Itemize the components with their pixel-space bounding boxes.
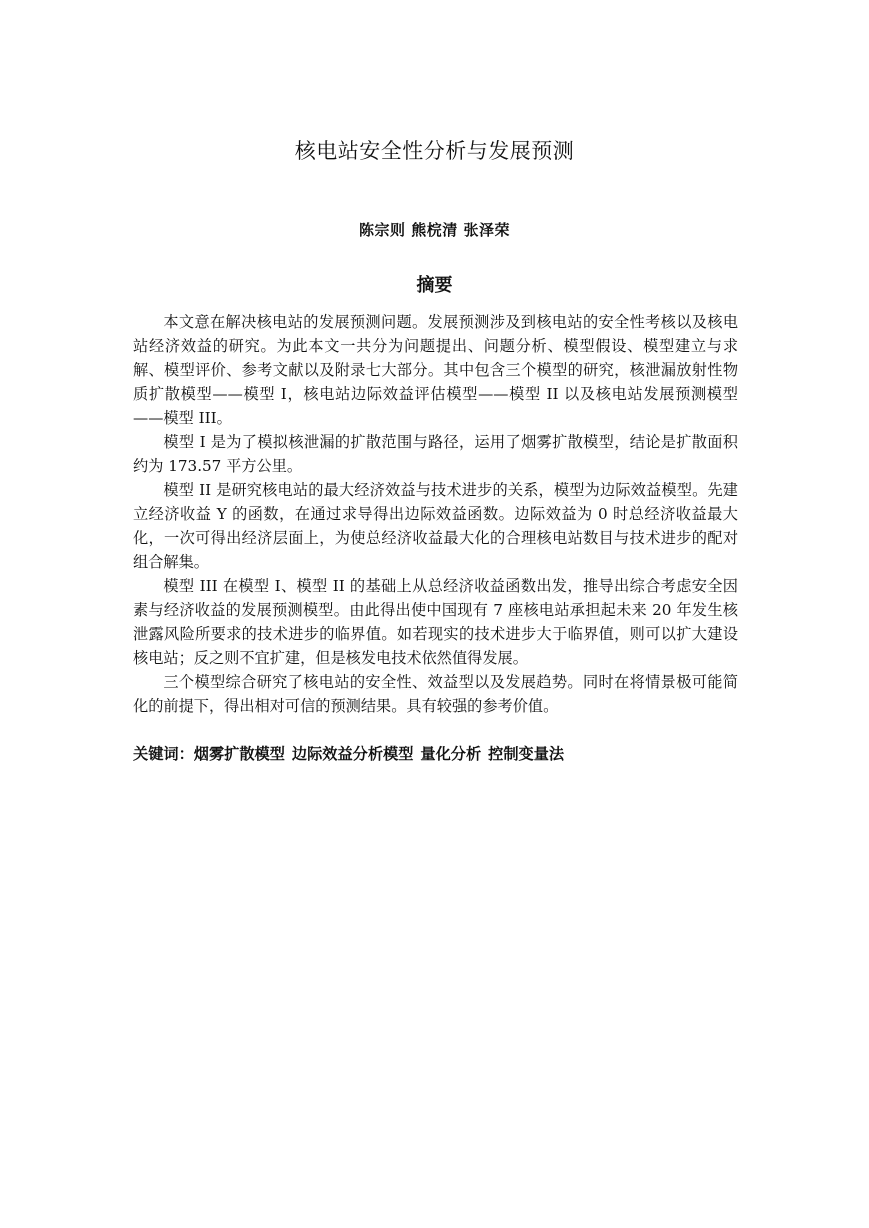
abstract-paragraph: 模型 II 是研究核电站的最大经济效益与技术进步的关系，模型为边际效益模型。先建立经济收益 Y 的函数，在通过求导得出边际效益函数。边际效益为 0 时总经济收益最大化，一次可得出经济层面上，为使总经济收益最大化的合理核电站数目与技术进步的配对组合解集。	[133, 481, 738, 571]
keywords-line	[133, 742, 738, 766]
abstract-heading: 摘要	[416, 275, 453, 296]
keyword: 边际效益分析模型	[291, 745, 414, 763]
author-list: 陈宗则 熊梡清 张泽荣	[359, 221, 510, 239]
keywords-label: 关键词：	[133, 745, 194, 763]
keyword: 烟雾扩散模型	[193, 745, 285, 763]
keyword: 量化分析	[420, 745, 482, 763]
abstract-body	[133, 310, 738, 718]
abstract-paragraph: 三个模型综合研究了核电站的安全性、效益型以及发展趋势。同时在将情景极可能简化的前提下，得出相对可信的预测结果。具有较强的参考价值。	[133, 673, 738, 715]
paper-title: 核电站安全性分析与发展预测	[294, 139, 575, 163]
abstract-paragraph: 模型 III 在模型 I、模型 II 的基础上从总经济收益函数出发，推导出综合考虑安全因素与经济收益的发展预测模型。由此得出使中国现有 7 座核电站承担起未来 20 年发生核泄露风险所要求的技术进步的临界值。如若现实的技术进步大于临界值，则可以扩大建设核电站；反之则不宜扩建，但是核发电技术依然值得发展。	[133, 577, 738, 667]
keyword: 控制变量法	[488, 745, 565, 763]
abstract-paragraph: 本文意在解决核电站的发展预测问题。发展预测涉及到核电站的安全性考核以及核电站经济效益的研究。为此本文一共分为问题提出、问题分析、模型假设、模型建立与求解、模型评价、参考文献以及附录七大部分。其中包含三个模型的研究，核泄漏放射性物质扩散模型——模型 I，核电站边际效益评估模型——模型 II 以及核电站发展预测模型——模型 III。	[133, 313, 738, 427]
abstract-paragraph: 模型 I 是为了模拟核泄漏的扩散范围与路径，运用了烟雾扩散模型，结论是扩散面积约为 173.57 平方公里。	[133, 433, 738, 475]
